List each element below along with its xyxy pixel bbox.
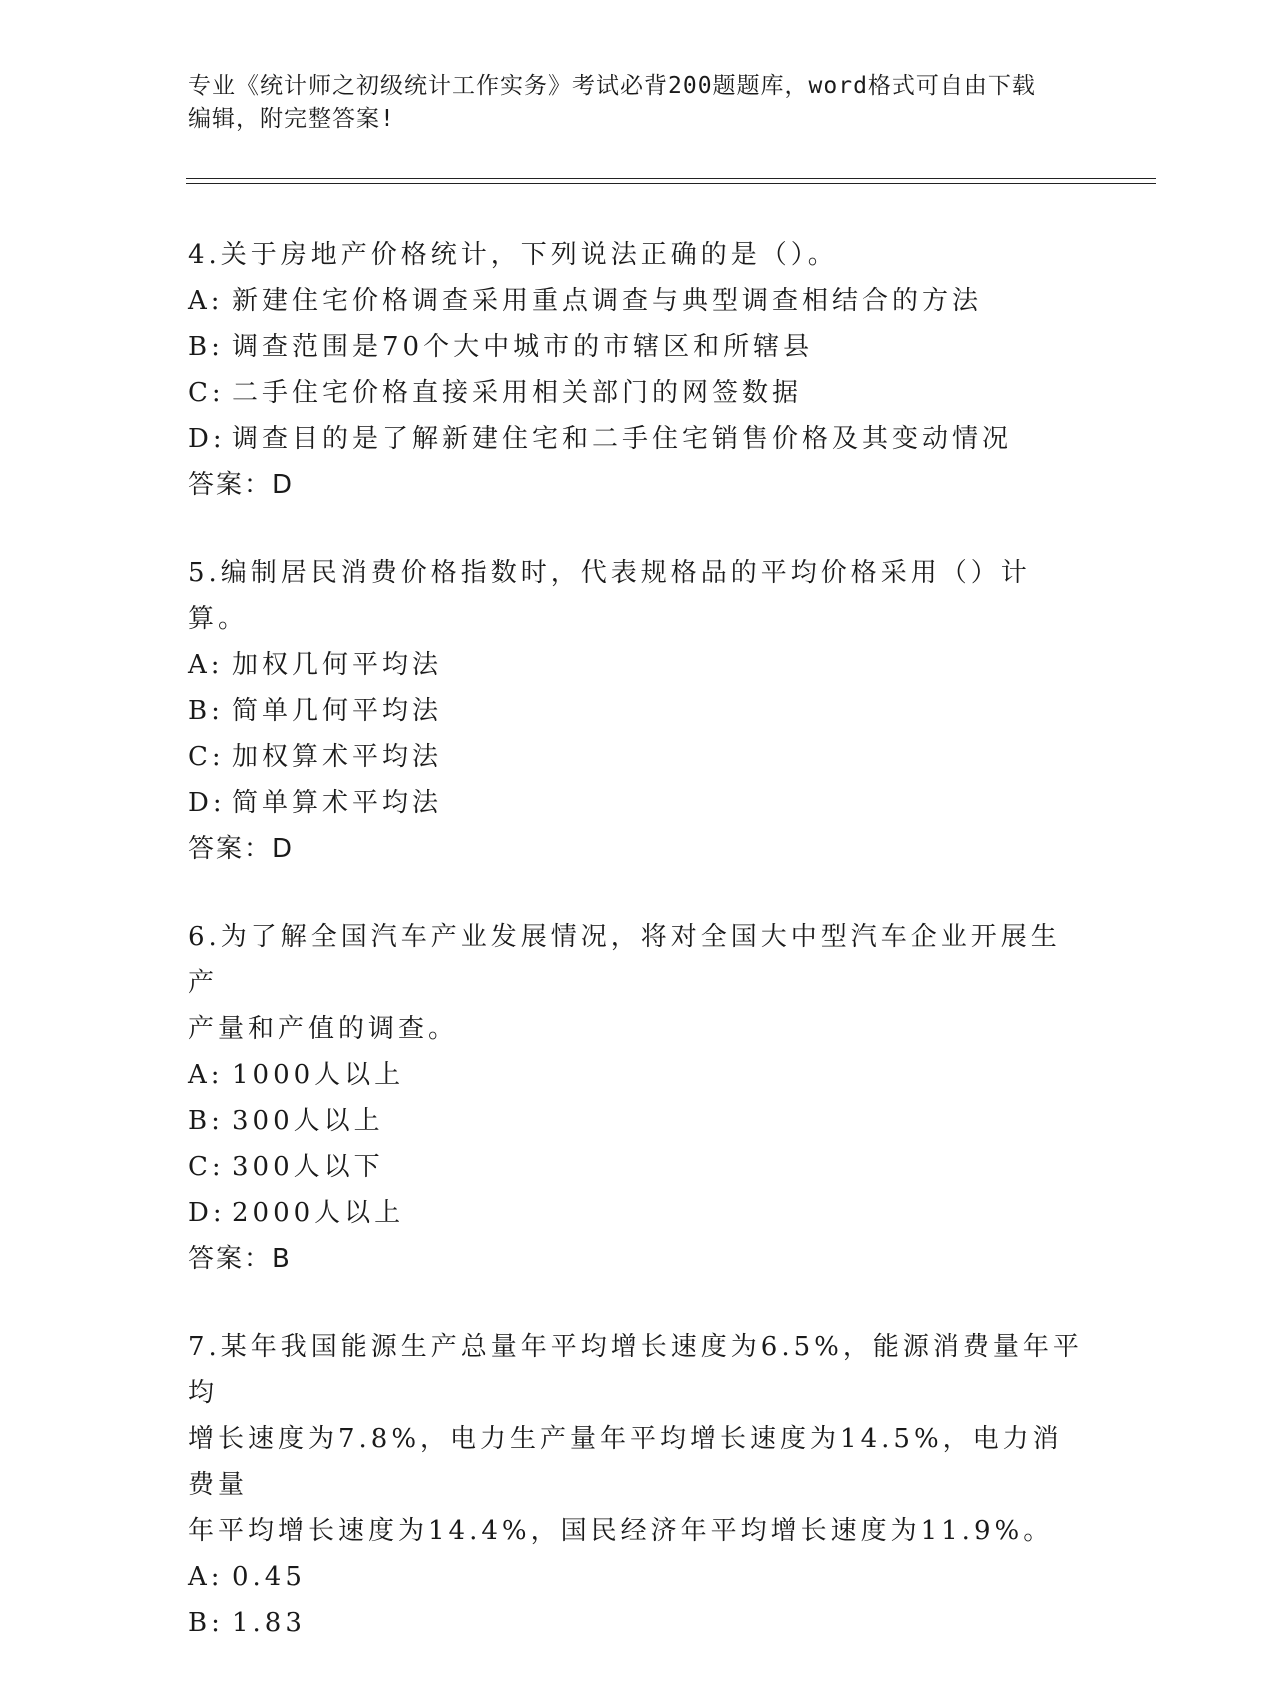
option-letter: D: (188, 1198, 226, 1228)
answer-option (188, 370, 1088, 416)
question-stem-line: 7.某年我国能源生产总量年平均增长速度为6.5%，能源消费量年平均 (188, 1332, 1083, 1408)
answer-option (188, 1144, 1088, 1190)
question-block (188, 550, 1088, 872)
answer-key: 答案：D (188, 470, 295, 500)
option-letter: A: (188, 650, 224, 680)
header-title-line-1: 专业《统计师之初级统计工作实务》考试必背200题题库，word格式可自由下载 (188, 73, 1036, 99)
question-stem-line: 6.为了解全国汽车产业发展情况，将对全国大中型汽车企业开展生产 (188, 922, 1061, 998)
option-letter: A: (188, 286, 224, 316)
question-block (188, 914, 1088, 1282)
answer-option (188, 278, 1088, 324)
answer-option (188, 688, 1088, 734)
answer-option (188, 642, 1088, 688)
option-letter: B: (188, 696, 224, 726)
option-text: 300人以下 (232, 1152, 384, 1182)
question-stem (188, 1324, 1088, 1554)
answer-option (188, 1600, 1088, 1646)
header-title-line-2: 编辑，附完整答案! (188, 106, 395, 132)
option-text: 0.45 (232, 1562, 306, 1592)
option-text: 调查目的是了解新建住宅和二手住宅销售价格及其变动情况 (232, 424, 1013, 454)
answer-option (188, 1052, 1088, 1098)
option-letter: C: (188, 1152, 225, 1182)
question-list (188, 232, 1088, 1688)
question-block (188, 232, 1088, 508)
answer-option (188, 1098, 1088, 1144)
option-letter: C: (188, 742, 225, 772)
option-letter: A: (188, 1060, 224, 1090)
option-text: 加权几何平均法 (232, 650, 443, 680)
option-text: 调查范围是70个大中城市的市辖区和所辖县 (232, 332, 814, 362)
option-text: 二手住宅价格直接采用相关部门的网签数据 (232, 378, 803, 408)
option-text: 简单几何平均法 (232, 696, 443, 726)
option-letter: B: (188, 1608, 224, 1638)
answer-option (188, 324, 1088, 370)
option-text: 300人以上 (232, 1106, 384, 1136)
answer-option (188, 734, 1088, 780)
header-double-rule (186, 178, 1156, 184)
question-stem-line: 4.关于房地产价格统计，下列说法正确的是（）。 (188, 240, 838, 270)
answer-option (188, 780, 1088, 826)
option-letter: B: (188, 332, 224, 362)
option-text: 新建住宅价格调查采用重点调查与典型调查相结合的方法 (232, 286, 983, 316)
option-text: 简单算术平均法 (232, 788, 443, 818)
answer-option (188, 1554, 1088, 1600)
answer-option (188, 416, 1088, 462)
option-letter: B: (188, 1106, 224, 1136)
question-block (188, 1324, 1088, 1646)
option-text: 1.83 (232, 1608, 306, 1638)
option-letter: D: (188, 424, 226, 454)
document-header (188, 70, 1068, 136)
question-stem (188, 914, 1088, 1052)
option-text: 1000人以上 (232, 1060, 405, 1090)
question-stem-line: 年平均增长速度为14.4%，国民经济年平均增长速度为11.9%。 (188, 1516, 1054, 1546)
option-letter: D: (188, 788, 226, 818)
option-text: 加权算术平均法 (232, 742, 443, 772)
option-text: 2000人以上 (232, 1198, 405, 1228)
question-stem (188, 232, 1088, 278)
answer-key: 答案：B (188, 1244, 292, 1274)
answer-key: 答案：D (188, 834, 295, 864)
option-letter: C: (188, 378, 225, 408)
question-stem-line: 产量和产值的调查。 (188, 1014, 459, 1044)
question-stem-line: 5.编制居民消费价格指数时，代表规格品的平均价格采用（）计算。 (188, 558, 1031, 634)
question-stem (188, 550, 1088, 642)
question-stem-line: 增长速度为7.8%，电力生产量年平均增长速度为14.5%，电力消费量 (188, 1424, 1063, 1500)
option-letter: A: (188, 1562, 224, 1592)
answer-option (188, 1190, 1088, 1236)
